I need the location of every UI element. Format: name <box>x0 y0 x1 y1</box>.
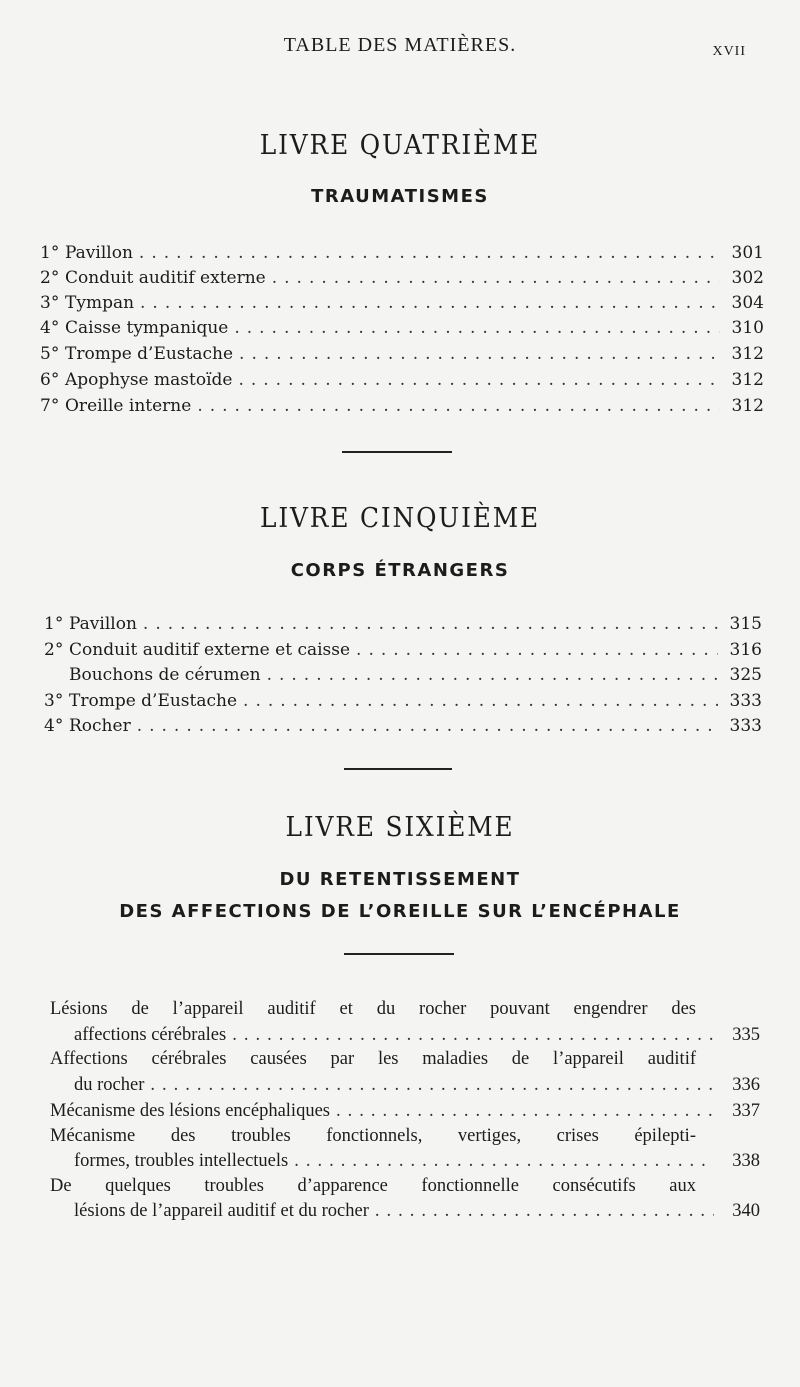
running-head <box>0 34 800 62</box>
entry-page: 335 <box>732 1025 760 1045</box>
section-divider <box>344 768 452 770</box>
section-divider <box>342 451 452 453</box>
entry-label: lésions de l’appareil auditif et du rocher <box>74 1201 369 1221</box>
leader-dots <box>267 665 718 685</box>
entry-label: Pavillon <box>65 243 133 263</box>
entry-label: Trompe d’Eustache <box>69 691 238 711</box>
leader-dots <box>336 1101 714 1122</box>
leader-dots <box>150 1075 714 1096</box>
toc-entry[interactable] <box>44 665 762 690</box>
leader-dots <box>243 691 718 711</box>
entry-label: Conduit auditif externe <box>65 268 266 288</box>
entry-label: Bouchons de cérumen <box>69 665 261 685</box>
entry-page: 333 <box>729 716 762 736</box>
entry-number: 4° <box>44 716 64 736</box>
entry-label: Conduit auditif externe et caisse <box>69 640 351 660</box>
toc-entry[interactable] <box>40 344 764 369</box>
entry-page: 336 <box>732 1075 760 1095</box>
entry-number: 4° <box>40 318 60 338</box>
entry-number: 7° <box>40 396 60 416</box>
entry-number: 1° <box>40 243 60 263</box>
entry-label: Pavillon <box>69 614 137 634</box>
entry-label: Apophyse mastoïde <box>65 370 233 390</box>
toc-entry[interactable] <box>74 1151 760 1177</box>
entry-page: 302 <box>731 268 764 288</box>
book4-title: LIVRE QUATRIÈME <box>259 130 541 161</box>
leader-dots <box>143 614 718 634</box>
leader-dots <box>137 716 718 736</box>
entry-label: Mécanisme des lésions encéphaliques <box>50 1101 330 1121</box>
toc-entry[interactable] <box>40 318 764 343</box>
entry-label: formes, troubles intellectuels <box>74 1151 289 1171</box>
entry-label: Rocher <box>69 716 131 736</box>
entry-number: 2° <box>40 268 60 288</box>
entry-number: 6° <box>40 370 60 390</box>
entry-page: 340 <box>732 1201 760 1221</box>
book6-section-title-line2: DES AFFECTIONS DE L’OREILLE SUR L’ENCÉPHALE <box>119 901 681 922</box>
leader-dots <box>140 293 720 313</box>
leader-dots <box>239 344 720 364</box>
entry-label: Tympan <box>65 293 135 313</box>
entry-page: 337 <box>732 1101 760 1121</box>
entry-page: 304 <box>731 293 764 313</box>
toc-entry-line[interactable]: Lésions de l’appareil auditif et du rocher pouvant engendrer des <box>50 999 696 1019</box>
entry-page: 325 <box>729 665 762 685</box>
page-number: XVII <box>712 44 746 59</box>
leader-dots <box>294 1151 714 1172</box>
leader-dots <box>272 268 720 288</box>
toc-entry[interactable] <box>40 396 764 421</box>
entry-page: 312 <box>731 396 764 416</box>
entry-page: 338 <box>732 1151 760 1171</box>
toc-entry-line[interactable]: Affections cérébrales causées par les maladies de l’appareil auditif <box>50 1049 696 1069</box>
book4-section-title: TRAUMATISMES <box>311 186 489 207</box>
entry-number: 2° <box>44 640 64 660</box>
entry-page: 312 <box>731 344 764 364</box>
book6-title: LIVRE SIXIÈME <box>285 812 515 843</box>
toc-entry[interactable] <box>40 370 764 395</box>
entry-page: 316 <box>729 640 762 660</box>
section-divider <box>344 953 454 955</box>
entry-label: Trompe d’Eustache <box>65 344 234 364</box>
entry-label: du rocher <box>74 1075 145 1095</box>
entry-number: 3° <box>40 293 60 313</box>
leader-dots <box>356 640 718 660</box>
book5-title: LIVRE CINQUIÈME <box>260 503 540 534</box>
entry-number: 1° <box>44 614 64 634</box>
leader-dots <box>234 318 720 338</box>
toc-entry[interactable] <box>44 640 762 665</box>
entry-page: 301 <box>731 243 764 263</box>
leader-dots <box>139 243 720 263</box>
toc-entry[interactable] <box>44 716 762 741</box>
entry-page: 315 <box>729 614 762 634</box>
book5-section-title: CORPS ÉTRANGERS <box>290 560 510 581</box>
leader-dots <box>238 370 720 390</box>
entry-number: 5° <box>40 344 60 364</box>
toc-entry[interactable] <box>74 1075 760 1101</box>
toc-entry[interactable] <box>50 1101 760 1127</box>
leader-dots <box>197 396 720 416</box>
toc-entry-line[interactable]: De quelques troubles d’apparence fonctionnelle consécutifs aux <box>50 1176 696 1196</box>
leader-dots <box>375 1201 714 1222</box>
entry-label: Oreille interne <box>65 396 192 416</box>
running-head-title: TABLE DES MATIÈRES. <box>283 34 517 56</box>
entry-label: affections cérébrales <box>74 1025 227 1045</box>
toc-entry-line[interactable]: Mécanisme des troubles fonctionnels, vertiges, crises épilepti- <box>50 1126 696 1146</box>
entry-page: 312 <box>731 370 764 390</box>
entry-page: 333 <box>729 691 762 711</box>
toc-entry[interactable] <box>74 1201 760 1227</box>
entry-page: 310 <box>731 318 764 338</box>
toc-entry[interactable] <box>74 1025 760 1051</box>
toc-entry[interactable] <box>40 293 764 318</box>
leader-dots <box>232 1025 714 1046</box>
book6-section-title-line1: DU RETENTISSEMENT <box>279 869 521 890</box>
entry-label: Caisse tympanique <box>65 318 229 338</box>
entry-number: 3° <box>44 691 64 711</box>
toc-entry[interactable] <box>40 243 764 268</box>
toc-entry[interactable] <box>40 268 764 293</box>
toc-entry[interactable] <box>44 691 762 716</box>
toc-entry[interactable] <box>44 614 762 639</box>
